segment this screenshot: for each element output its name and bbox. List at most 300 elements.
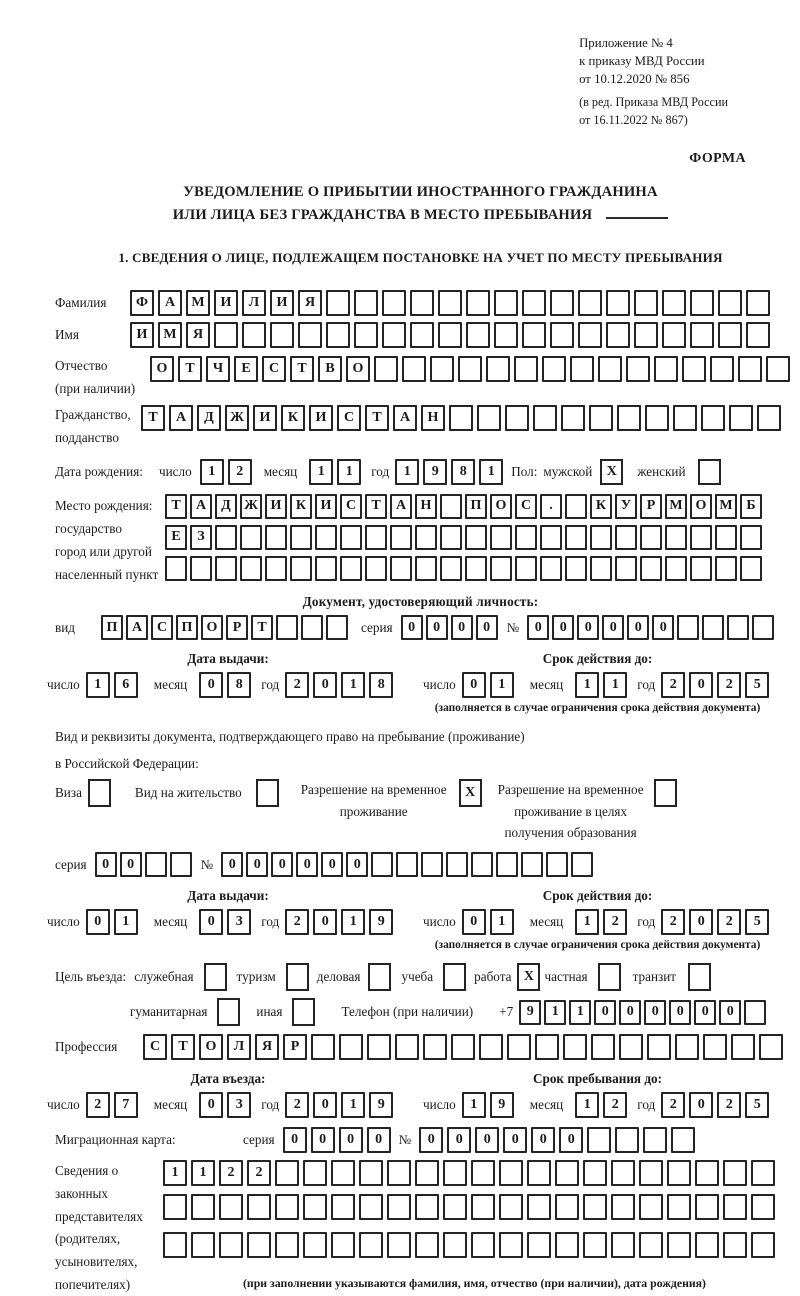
char-cell[interactable] [759,1034,783,1060]
char-cell[interactable] [671,1127,695,1153]
char-cell[interactable]: У [615,494,637,519]
char-cell[interactable] [583,1232,607,1258]
char-cell[interactable]: Д [197,405,221,431]
char-cell[interactable] [677,615,699,640]
char-cell[interactable] [499,1232,523,1258]
char-cell[interactable] [240,556,262,581]
char-cell[interactable] [390,556,412,581]
char-cell[interactable]: К [281,405,305,431]
char-cell[interactable] [410,290,434,316]
char-cell[interactable] [270,322,294,348]
char-cell[interactable]: 0 [283,1127,307,1153]
char-cell[interactable] [639,1160,663,1186]
char-cell[interactable]: В [318,356,342,382]
char-cell[interactable] [731,1034,755,1060]
char-cell[interactable]: 0 [367,1127,391,1153]
char-cell[interactable] [550,290,574,316]
char-cell[interactable]: Т [165,494,187,519]
char-cell[interactable]: 0 [694,1000,716,1025]
char-cell[interactable] [751,1232,775,1258]
char-cell[interactable] [265,525,287,550]
purpose-private-checkbox[interactable] [598,963,621,991]
char-cell[interactable] [617,405,641,431]
char-cell[interactable] [514,356,538,382]
char-cell[interactable]: 2 [717,909,741,935]
char-cell[interactable] [359,1232,383,1258]
char-cell[interactable]: 0 [346,852,368,877]
char-cell[interactable] [387,1194,411,1220]
char-cell[interactable] [639,1194,663,1220]
char-cell[interactable]: 0 [246,852,268,877]
char-cell[interactable]: Д [215,494,237,519]
char-cell[interactable] [690,556,712,581]
char-cell[interactable] [571,852,593,877]
char-cell[interactable]: П [176,615,198,640]
char-cell[interactable]: 1 [337,459,361,485]
char-cell[interactable]: 0 [719,1000,741,1025]
char-cell[interactable] [440,494,462,519]
char-cell[interactable]: Я [298,290,322,316]
male-checkbox[interactable]: X [600,459,623,485]
purpose-work-checkbox[interactable]: X [517,963,540,991]
char-cell[interactable] [744,1000,766,1025]
char-cell[interactable]: Я [186,322,210,348]
char-cell[interactable]: 0 [627,615,649,640]
char-cell[interactable] [723,1160,747,1186]
char-cell[interactable]: 0 [86,909,110,935]
char-cell[interactable] [527,1160,551,1186]
char-cell[interactable] [746,322,770,348]
char-cell[interactable]: Т [178,356,202,382]
char-cell[interactable]: Е [234,356,258,382]
char-cell[interactable] [446,852,468,877]
char-cell[interactable] [430,356,454,382]
char-cell[interactable] [290,556,312,581]
char-cell[interactable] [634,322,658,348]
char-cell[interactable]: С [337,405,361,431]
char-cell[interactable] [645,405,669,431]
char-cell[interactable] [215,556,237,581]
char-cell[interactable]: 2 [86,1092,110,1118]
char-cell[interactable]: 1 [114,909,138,935]
char-cell[interactable] [145,852,167,877]
char-cell[interactable] [718,322,742,348]
char-cell[interactable] [591,1034,615,1060]
char-cell[interactable] [583,1160,607,1186]
char-cell[interactable]: 0 [552,615,574,640]
char-cell[interactable]: 0 [652,615,674,640]
char-cell[interactable] [471,1194,495,1220]
char-cell[interactable] [550,322,574,348]
char-cell[interactable] [303,1160,327,1186]
char-cell[interactable] [505,405,529,431]
char-cell[interactable] [729,405,753,431]
char-cell[interactable]: 2 [228,459,252,485]
char-cell[interactable] [590,556,612,581]
char-cell[interactable] [458,356,482,382]
char-cell[interactable]: 0 [602,615,624,640]
char-cell[interactable]: С [151,615,173,640]
char-cell[interactable]: С [262,356,286,382]
char-cell[interactable] [390,525,412,550]
char-cell[interactable] [331,1232,355,1258]
char-cell[interactable]: 0 [199,909,223,935]
char-cell[interactable] [634,290,658,316]
char-cell[interactable] [247,1194,271,1220]
char-cell[interactable] [311,1034,335,1060]
char-cell[interactable] [701,405,725,431]
char-cell[interactable] [374,356,398,382]
char-cell[interactable] [640,556,662,581]
char-cell[interactable] [639,1232,663,1258]
char-cell[interactable] [354,290,378,316]
char-cell[interactable]: Н [415,494,437,519]
char-cell[interactable]: 9 [369,1092,393,1118]
char-cell[interactable] [423,1034,447,1060]
char-cell[interactable]: Е [165,525,187,550]
char-cell[interactable]: 1 [86,672,110,698]
char-cell[interactable]: 0 [594,1000,616,1025]
char-cell[interactable] [647,1034,671,1060]
char-cell[interactable]: Т [171,1034,195,1060]
char-cell[interactable] [466,322,490,348]
char-cell[interactable]: 2 [661,1092,685,1118]
char-cell[interactable] [415,1232,439,1258]
char-cell[interactable] [746,290,770,316]
char-cell[interactable]: 2 [603,1092,627,1118]
char-cell[interactable] [515,525,537,550]
char-cell[interactable] [695,1232,719,1258]
char-cell[interactable] [665,556,687,581]
residence-permit-checkbox[interactable] [256,779,279,807]
char-cell[interactable]: 0 [313,909,337,935]
char-cell[interactable] [757,405,781,431]
char-cell[interactable] [303,1194,327,1220]
char-cell[interactable]: 0 [644,1000,666,1025]
char-cell[interactable] [565,494,587,519]
char-cell[interactable]: А [390,494,412,519]
char-cell[interactable] [578,322,602,348]
char-cell[interactable] [611,1232,635,1258]
purpose-study-checkbox[interactable] [443,963,466,991]
char-cell[interactable] [555,1194,579,1220]
char-cell[interactable] [611,1160,635,1186]
char-cell[interactable] [163,1232,187,1258]
char-cell[interactable]: К [590,494,612,519]
char-cell[interactable] [494,322,518,348]
char-cell[interactable] [396,852,418,877]
char-cell[interactable]: Ф [130,290,154,316]
char-cell[interactable]: Б [740,494,762,519]
char-cell[interactable] [703,1034,727,1060]
char-cell[interactable]: 1 [575,909,599,935]
char-cell[interactable] [477,405,501,431]
char-cell[interactable]: 2 [603,909,627,935]
char-cell[interactable]: 2 [247,1160,271,1186]
char-cell[interactable]: О [150,356,174,382]
char-cell[interactable] [326,322,350,348]
char-cell[interactable]: О [199,1034,223,1060]
char-cell[interactable] [395,1034,419,1060]
char-cell[interactable]: 0 [199,1092,223,1118]
char-cell[interactable] [170,852,192,877]
char-cell[interactable] [527,1194,551,1220]
char-cell[interactable] [247,1232,271,1258]
char-cell[interactable] [275,1194,299,1220]
char-cell[interactable] [555,1232,579,1258]
char-cell[interactable]: 0 [689,1092,713,1118]
char-cell[interactable] [496,852,518,877]
char-cell[interactable] [443,1194,467,1220]
char-cell[interactable]: С [340,494,362,519]
char-cell[interactable] [382,322,406,348]
char-cell[interactable]: И [130,322,154,348]
char-cell[interactable] [499,1160,523,1186]
char-cell[interactable] [535,1034,559,1060]
char-cell[interactable] [555,1160,579,1186]
char-cell[interactable]: 9 [490,1092,514,1118]
char-cell[interactable]: А [393,405,417,431]
char-cell[interactable]: 0 [462,672,486,698]
char-cell[interactable]: А [169,405,193,431]
char-cell[interactable]: О [490,494,512,519]
char-cell[interactable] [499,1194,523,1220]
char-cell[interactable] [611,1194,635,1220]
purpose-transit-checkbox[interactable] [688,963,711,991]
char-cell[interactable]: 0 [531,1127,555,1153]
char-cell[interactable]: Л [242,290,266,316]
char-cell[interactable]: Т [141,405,165,431]
char-cell[interactable]: 0 [559,1127,583,1153]
char-cell[interactable]: 0 [95,852,117,877]
char-cell[interactable]: 2 [285,909,309,935]
char-cell[interactable]: З [190,525,212,550]
char-cell[interactable] [402,356,426,382]
char-cell[interactable]: 1 [575,672,599,698]
char-cell[interactable]: М [665,494,687,519]
char-cell[interactable] [527,1232,551,1258]
char-cell[interactable] [590,525,612,550]
char-cell[interactable] [494,290,518,316]
purpose-humanitarian-checkbox[interactable] [217,998,240,1026]
char-cell[interactable]: А [158,290,182,316]
char-cell[interactable] [421,852,443,877]
char-cell[interactable] [365,556,387,581]
char-cell[interactable] [326,615,348,640]
char-cell[interactable] [718,290,742,316]
char-cell[interactable] [752,615,774,640]
char-cell[interactable]: Л [227,1034,251,1060]
char-cell[interactable]: 6 [114,672,138,698]
char-cell[interactable]: 0 [527,615,549,640]
char-cell[interactable] [214,322,238,348]
char-cell[interactable] [471,852,493,877]
char-cell[interactable] [640,525,662,550]
char-cell[interactable] [315,556,337,581]
char-cell[interactable]: 1 [544,1000,566,1025]
char-cell[interactable] [583,1194,607,1220]
char-cell[interactable]: 1 [603,672,627,698]
char-cell[interactable]: 0 [120,852,142,877]
char-cell[interactable]: 5 [745,1092,769,1118]
char-cell[interactable]: Ж [225,405,249,431]
char-cell[interactable]: 3 [227,1092,251,1118]
char-cell[interactable]: С [143,1034,167,1060]
char-cell[interactable]: О [690,494,712,519]
char-cell[interactable] [466,290,490,316]
char-cell[interactable]: 0 [619,1000,641,1025]
char-cell[interactable]: М [158,322,182,348]
char-cell[interactable] [615,525,637,550]
char-cell[interactable]: 0 [689,909,713,935]
char-cell[interactable]: 1 [191,1160,215,1186]
char-cell[interactable] [443,1160,467,1186]
char-cell[interactable] [606,290,630,316]
female-checkbox[interactable] [698,459,721,485]
char-cell[interactable]: 8 [451,459,475,485]
char-cell[interactable] [715,525,737,550]
char-cell[interactable] [191,1194,215,1220]
char-cell[interactable]: К [290,494,312,519]
char-cell[interactable]: 0 [451,615,473,640]
char-cell[interactable]: 0 [503,1127,527,1153]
char-cell[interactable]: 1 [341,1092,365,1118]
char-cell[interactable] [382,290,406,316]
char-cell[interactable]: П [465,494,487,519]
char-cell[interactable]: П [101,615,123,640]
char-cell[interactable] [740,525,762,550]
char-cell[interactable] [490,556,512,581]
char-cell[interactable] [738,356,762,382]
char-cell[interactable]: Н [421,405,445,431]
char-cell[interactable]: 1 [490,672,514,698]
char-cell[interactable] [690,525,712,550]
char-cell[interactable]: 1 [569,1000,591,1025]
char-cell[interactable] [690,322,714,348]
purpose-other-checkbox[interactable] [292,998,315,1026]
char-cell[interactable]: 1 [341,909,365,935]
char-cell[interactable]: 0 [447,1127,471,1153]
char-cell[interactable] [710,356,734,382]
char-cell[interactable]: 9 [369,909,393,935]
char-cell[interactable]: О [346,356,370,382]
char-cell[interactable] [723,1194,747,1220]
char-cell[interactable] [275,1232,299,1258]
char-cell[interactable]: Р [640,494,662,519]
char-cell[interactable] [359,1194,383,1220]
char-cell[interactable]: Р [283,1034,307,1060]
char-cell[interactable] [702,615,724,640]
char-cell[interactable]: 3 [227,909,251,935]
char-cell[interactable] [215,525,237,550]
char-cell[interactable]: И [309,405,333,431]
char-cell[interactable] [751,1194,775,1220]
char-cell[interactable] [490,525,512,550]
char-cell[interactable] [298,322,322,348]
char-cell[interactable] [410,322,434,348]
char-cell[interactable] [654,356,678,382]
char-cell[interactable] [540,556,562,581]
char-cell[interactable] [521,852,543,877]
char-cell[interactable]: 5 [745,672,769,698]
char-cell[interactable] [275,1160,299,1186]
char-cell[interactable]: 2 [717,1092,741,1118]
char-cell[interactable]: Я [255,1034,279,1060]
char-cell[interactable] [443,1232,467,1258]
char-cell[interactable] [540,525,562,550]
char-cell[interactable] [440,525,462,550]
char-cell[interactable] [339,1034,363,1060]
char-cell[interactable]: Т [365,405,389,431]
char-cell[interactable]: Т [365,494,387,519]
char-cell[interactable]: 1 [479,459,503,485]
char-cell[interactable] [303,1232,327,1258]
char-cell[interactable]: 0 [462,909,486,935]
char-cell[interactable] [606,322,630,348]
char-cell[interactable] [565,525,587,550]
char-cell[interactable]: 1 [163,1160,187,1186]
char-cell[interactable]: И [270,290,294,316]
char-cell[interactable] [165,556,187,581]
char-cell[interactable]: 0 [221,852,243,877]
char-cell[interactable]: 2 [219,1160,243,1186]
temp-permit-checkbox[interactable]: X [459,779,482,807]
char-cell[interactable] [675,1034,699,1060]
char-cell[interactable]: 2 [285,1092,309,1118]
char-cell[interactable]: Ж [240,494,262,519]
char-cell[interactable] [598,356,622,382]
char-cell[interactable]: 2 [285,672,309,698]
char-cell[interactable] [690,290,714,316]
char-cell[interactable] [449,405,473,431]
char-cell[interactable] [542,356,566,382]
char-cell[interactable]: 0 [426,615,448,640]
char-cell[interactable] [643,1127,667,1153]
char-cell[interactable]: 2 [661,672,685,698]
char-cell[interactable]: И [265,494,287,519]
char-cell[interactable] [465,525,487,550]
char-cell[interactable] [365,525,387,550]
purpose-tourism-checkbox[interactable] [286,963,309,991]
char-cell[interactable]: 0 [311,1127,335,1153]
char-cell[interactable]: 0 [313,672,337,698]
char-cell[interactable] [589,405,613,431]
char-cell[interactable] [515,556,537,581]
char-cell[interactable] [219,1232,243,1258]
char-cell[interactable] [561,405,585,431]
char-cell[interactable] [695,1160,719,1186]
char-cell[interactable] [415,1160,439,1186]
char-cell[interactable] [438,322,462,348]
char-cell[interactable]: 1 [341,672,365,698]
char-cell[interactable] [415,1194,439,1220]
char-cell[interactable] [387,1160,411,1186]
char-cell[interactable] [387,1232,411,1258]
char-cell[interactable]: 0 [199,672,223,698]
char-cell[interactable] [415,525,437,550]
char-cell[interactable] [331,1194,355,1220]
char-cell[interactable] [665,525,687,550]
char-cell[interactable]: 0 [669,1000,691,1025]
char-cell[interactable] [522,290,546,316]
char-cell[interactable]: 1 [462,1092,486,1118]
char-cell[interactable]: Т [251,615,273,640]
char-cell[interactable]: 0 [313,1092,337,1118]
char-cell[interactable]: 9 [423,459,447,485]
purpose-official-checkbox[interactable] [204,963,227,991]
char-cell[interactable] [479,1034,503,1060]
char-cell[interactable] [359,1160,383,1186]
